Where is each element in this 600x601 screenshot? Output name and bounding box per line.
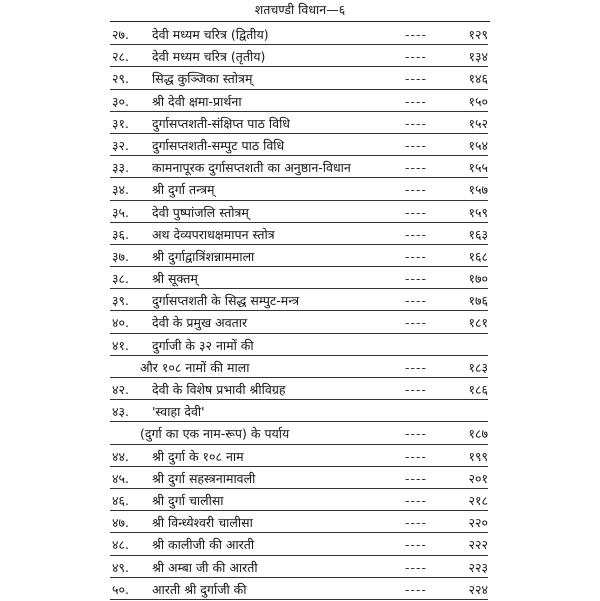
- leader-dashes: ----: [405, 93, 428, 109]
- toc-entry: [0, 512, 600, 534]
- toc-entry: [0, 157, 600, 179]
- entry-page-number: २१८: [468, 492, 488, 508]
- toc-entry: [0, 401, 600, 423]
- entry-number: २८.: [112, 49, 129, 65]
- entry-page-number: १६३: [468, 226, 488, 242]
- toc-entry: [0, 224, 600, 246]
- entry-number: ३९.: [112, 293, 129, 309]
- leader-dashes: ----: [405, 182, 428, 198]
- entry-number: ४०.: [112, 315, 129, 331]
- entry-page-number: २२२: [468, 537, 488, 553]
- entry-title: श्री विन्ध्येश्वरी चालीसा: [152, 515, 253, 531]
- row-rule: [110, 333, 488, 334]
- entry-title: श्री दुर्गा सहस्त्रनामावली: [152, 470, 256, 486]
- toc-entry: [0, 68, 600, 90]
- entry-number: २९.: [112, 71, 129, 87]
- leader-dashes: ----: [405, 470, 428, 486]
- toc-entry: [0, 335, 600, 357]
- toc-entry: [0, 312, 600, 334]
- entry-number: ३१.: [112, 115, 129, 131]
- row-rule: [110, 66, 488, 67]
- entry-title: सिद्ध कुञ्जिका स्तोत्रम्: [152, 71, 253, 87]
- entry-page-number: १८७: [468, 426, 488, 442]
- toc-entry: [0, 246, 600, 268]
- leader-dashes: ----: [405, 204, 428, 220]
- leader-dashes: ----: [405, 515, 428, 531]
- leader-dashes: ----: [405, 293, 428, 309]
- leader-dashes: ----: [405, 226, 428, 242]
- row-rule: [110, 421, 488, 422]
- row-rule: [110, 44, 488, 45]
- entry-page-number: २२०: [468, 515, 488, 531]
- leader-dashes: ----: [405, 581, 428, 597]
- entry-title: श्री कालीजी की आरती: [152, 537, 255, 553]
- entry-title: दुर्गासप्तशती-सम्पुट पाठ विधि: [152, 137, 285, 153]
- entry-number: ४२.: [112, 382, 129, 397]
- entry-title: श्री दुर्गाद्वात्रिंशन्नाममाला: [152, 248, 255, 264]
- leader-dashes: ----: [405, 492, 428, 508]
- leader-dashes: ----: [405, 426, 428, 442]
- entry-page-number: २०१: [468, 470, 488, 486]
- entry-title: दुर्गासप्तशती-संक्षिप्त पाठ विधि: [152, 115, 290, 131]
- leader-dashes: ----: [405, 559, 428, 575]
- entry-title: अथ देव्यपराधक्षमापन स्तोत्र: [152, 226, 275, 242]
- toc-entry: [0, 534, 600, 556]
- header-rule: [110, 21, 490, 22]
- entry-title: आरती श्री दुर्गाजी की: [152, 581, 247, 597]
- entry-page-number: १५२: [468, 115, 488, 131]
- toc-entry: [0, 557, 600, 579]
- row-rule: [110, 89, 488, 90]
- toc-entry: [0, 135, 600, 157]
- row-rule: [110, 577, 488, 578]
- row-rule: [110, 200, 488, 201]
- entry-number: ३२.: [112, 137, 129, 153]
- toc-entry: [0, 468, 600, 490]
- entry-title: श्री दुर्गा चालीसा: [152, 492, 224, 508]
- toc-entry: [0, 113, 600, 135]
- row-rule: [110, 510, 488, 511]
- entry-title: श्री दुर्गा के १०८ नाम: [152, 448, 244, 464]
- entry-title: देवी पुष्पांजलि स्तोत्रम्: [152, 204, 249, 220]
- entry-page-number: १२९: [468, 27, 488, 42]
- toc-entry: [0, 91, 600, 113]
- row-rule: [110, 244, 488, 245]
- entry-number: ४६.: [112, 492, 129, 508]
- entry-page-number: १५५: [468, 160, 488, 176]
- entry-page-number: १७६: [468, 293, 488, 309]
- toc-entry: [0, 379, 600, 401]
- entry-number: ३५.: [112, 204, 129, 220]
- entry-number: ३६.: [112, 226, 129, 242]
- entry-page-number: १७०: [468, 271, 488, 287]
- row-rule: [110, 288, 488, 289]
- entry-page-number: २२४: [468, 581, 488, 597]
- row-rule: [110, 111, 488, 112]
- entry-page-number: १८६: [468, 382, 488, 397]
- leader-dashes: ----: [405, 27, 428, 42]
- leader-dashes: ----: [405, 137, 428, 153]
- entry-number: ४८.: [112, 537, 129, 553]
- entry-title: श्री अम्बा जी की आरती: [152, 559, 258, 575]
- leader-dashes: ----: [405, 537, 428, 553]
- row-rule: [110, 399, 488, 400]
- leader-dashes: ----: [405, 115, 428, 131]
- entry-title: 'स्वाहा देवी': [152, 404, 205, 420]
- row-rule: [110, 133, 488, 134]
- entry-number: ४७.: [112, 515, 129, 531]
- entry-title: (दुर्गा का एक नाम-रूप) के पर्याय: [140, 426, 290, 442]
- toc-entry: [0, 446, 600, 468]
- leader-dashes: ----: [405, 160, 428, 176]
- row-rule: [110, 488, 488, 489]
- leader-dashes: ----: [405, 248, 428, 264]
- leader-dashes: ----: [405, 382, 428, 397]
- page-header: शतचण्डी विधान—६: [254, 2, 346, 17]
- entry-number: ५०.: [112, 581, 129, 597]
- entry-title: दुर्गाजी के ३२ नामों की: [152, 337, 254, 353]
- row-rule: [110, 177, 488, 178]
- table-of-contents: [0, 24, 600, 601]
- entry-number: ३८.: [112, 271, 129, 287]
- entry-page-number: १८१: [468, 315, 488, 331]
- toc-entry: [0, 423, 600, 445]
- entry-title: और १०८ नामों की माला: [140, 359, 250, 375]
- leader-dashes: ----: [405, 448, 428, 464]
- toc-entry: [0, 357, 600, 379]
- row-rule: [110, 466, 488, 467]
- entry-number: ३०.: [112, 93, 129, 109]
- row-rule: [110, 555, 488, 556]
- leader-dashes: ----: [405, 49, 428, 65]
- entry-page-number: १९९: [468, 448, 488, 464]
- entry-number: ४९.: [112, 559, 129, 575]
- entry-title: देवी मध्यम चरित्र (तृतीय): [152, 49, 266, 65]
- toc-entry: [0, 490, 600, 512]
- entry-page-number: १५९: [468, 204, 488, 220]
- entry-title: देवी के विशेष प्रभावी श्रीविग्रह: [152, 382, 286, 397]
- row-rule: [110, 355, 488, 356]
- row-rule: [110, 310, 488, 311]
- entry-page-number: १८३: [468, 359, 488, 375]
- entry-page-number: १६८: [468, 248, 488, 264]
- entry-page-number: १४६: [468, 71, 488, 87]
- entry-page-number: १५४: [468, 137, 488, 153]
- leader-dashes: ----: [405, 315, 428, 331]
- row-rule: [110, 222, 488, 223]
- entry-number: २७.: [112, 27, 129, 42]
- entry-number: ४३.: [112, 404, 129, 420]
- toc-entry: [0, 179, 600, 201]
- entry-title: श्री दुर्गा तन्त्रम्: [152, 182, 215, 198]
- row-rule: [110, 377, 488, 378]
- entry-title: श्री देवी क्षमा-प्रार्थना: [152, 93, 242, 109]
- toc-entry: [0, 202, 600, 224]
- toc-entry: [0, 290, 600, 312]
- row-rule: [110, 266, 488, 267]
- toc-entry: [0, 579, 600, 601]
- entry-number: ३७.: [112, 248, 129, 264]
- entry-number: ३४.: [112, 182, 129, 198]
- row-rule: [110, 155, 488, 156]
- entry-page-number: १५०: [468, 93, 488, 109]
- toc-entry: [0, 268, 600, 290]
- entry-page-number: २२३: [468, 559, 488, 575]
- entry-title: देवी के प्रमुख अवतार: [152, 315, 248, 331]
- leader-dashes: ----: [405, 359, 428, 375]
- row-rule: [110, 532, 488, 533]
- entry-number: ४१.: [112, 337, 129, 353]
- entry-number: ३३.: [112, 160, 129, 176]
- entry-title: कामनापूरक दुर्गासप्तशती का अनुष्ठान-विधान: [152, 160, 351, 176]
- entry-title: दुर्गासप्तशती के सिद्ध सम्पुट-मन्त्र: [152, 293, 300, 309]
- entry-title: देवी मध्यम चरित्र (द्वितीय): [152, 27, 269, 42]
- entry-number: ४५.: [112, 470, 129, 486]
- row-rule: [110, 444, 488, 445]
- leader-dashes: ----: [405, 71, 428, 87]
- toc-entry: [0, 46, 600, 68]
- leader-dashes: ----: [405, 271, 428, 287]
- entry-title: श्री सूक्तम्: [152, 271, 198, 287]
- entry-page-number: १३४: [468, 49, 488, 65]
- toc-entry: [0, 24, 600, 46]
- entry-number: ४४.: [112, 448, 129, 464]
- entry-page-number: १५७: [468, 182, 488, 198]
